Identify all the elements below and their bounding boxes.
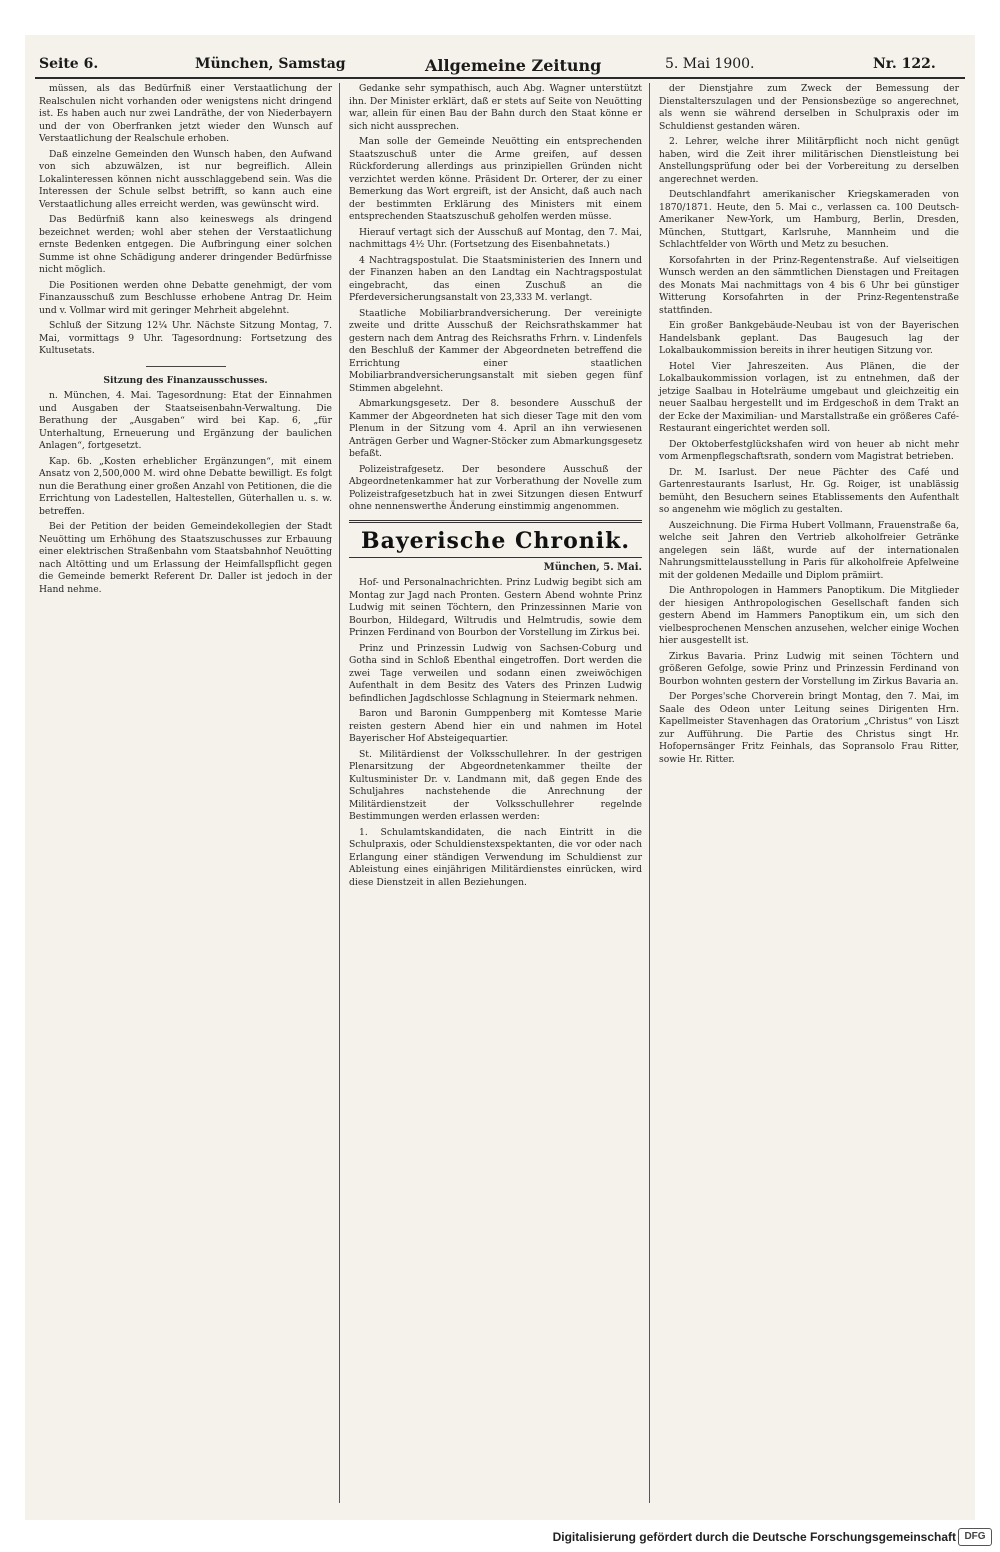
col3-paragraph: Hotel Vier Jahreszeiten. Aus Plänen, die der Lokalbaukommission vorlagen, ist zu entnehmen, daß der jetzige Saalbau in Hotelräume umgebaut und gleichzeitig ein neuer Saalbau hergestellt und im Erdgeschoß in dem Trakt an der Ecke der Maximilian- und Marstallstraße ein größeres Café-Restaurant eingerichtet werden soll. [659,360,959,434]
column-1 [33,83,338,1503]
chronik-paragraph: 1. Schulamtskandidaten, die nach Eintritt in die Schulpraxis, oder Schuldienstexspektanten, die vor oder nach Erlangung einer ständigen Verwendung im Schuldienst zur Ableistung eines einjährigen Militärdienstes einrücken, wird diese Dienstzeit in allen Beziehungen. [349,826,642,888]
col3-paragraph: Der Porges'sche Chorverein bringt Montag, den 7. Mai, im Saale des Odeon unter Leitung seines Dirigenten Hrn. Kapellmeister Stavenhagen das Oratorium „Christus“ von Liszt zur Aufführung. Die Partie des Christus singt Hr. Hofopernsänger Fritz Feinhals, das Sopransolo Frau Ritter, sowie Hr. Ritter. [659,691,959,765]
section-divider [146,366,226,367]
chronik-heading: Bayerische Chronik. [349,520,642,558]
col1-paragraph: n. München, 4. Mai. Tagesordnung: Etat der Einnahmen und Ausgaben der Staatseisenbahn-Verwaltung. Die Berathung der „Ausgaben“ wird bei Kap. 6, „für Unterhaltung, Erneuerung und Ergänzung der baulichen Anlagen“, fortgesetzt. [39,390,332,451]
chronik-paragraph: Prinz und Prinzessin Ludwig von Sachsen-Coburg und Gotha sind in Schloß Ebenthal eingetroffen. Dort werden die zwei Tage verweilen und sodann einen zweiwöchigen Aufenthalt in dem Besitz des Vaters des Prinzen Ludwig befindlichen Jagdschlosse Schlagnung in Steiermark nehmen. [349,642,642,704]
col1-paragraph: Daß einzelne Gemeinden den Wunsch haben, den Aufwand von sich abzuwälzen, ist nur begreiflich. Allein Lokalinteressen können nicht ausschlaggebend sein. Was die Interessen der Schule selbst betrifft, so kann auch eine Verstaatlichung alles erreicht werden, was gewünscht wird. [39,148,332,210]
col1-paragraph: müssen, als das Bedürfniß einer Verstaatlichung der Realschulen nicht vorhanden oder wenigstens nicht dringend ist. Es haben auch nur zwei Landräthe, der von Niederbayern und der von Oberfranken jetzt wieder den Wunsch auf Verstaatlichung der Realschule erhoben. [39,83,332,144]
chronik-dateline: München, 5. Mai. [543,561,642,573]
issue-number: Nr. 122. [873,56,936,72]
chronik-paragraph: St. Militärdienst der Volksschullehrer. In der gestrigen Plenarsitzung der Abgeordnetenkammer theilte der Kultusminister Dr. v. Landmann mit, daß gegen Ende des Schuljahres nachstehende die Anrechnung der Militärdienstzeit der Volksschullehrer regelnde Bestimmungen werden erlassen werden: [349,748,642,822]
col3-paragraph: Deutschlandfahrt amerikanischer Kriegskameraden von 1870/1871. Heute, den 5. Mai c., verlassen ca. 100 Deutsch-Amerikaner New-York, um Hamburg, Berlin, Dresden, München, Stuttgart, Karlsruhe, Mannheim und die Schlachtfelder von Wörth und Metz zu besuchen. [659,189,959,250]
col2-paragraph: Gedanke sehr sympathisch, auch Abg. Wagner unterstützt ihn. Der Minister erklärt, daß er stets auf Seite von Neuötting war, allein für einen Bau der Bahn durch den Staat könne er sich nicht aussprechen. [349,83,642,132]
digitization-footer [0,1522,1000,1552]
issue-date: 5. Mai 1900. [665,56,755,72]
dfg-logo: DFG [958,1528,992,1546]
col3-paragraph: Der Oktoberfestglückshafen wird von heuer ab nicht mehr vom Armenpflegschaftsrath, sondern vom Magistrat betrieben. [659,438,959,462]
col2-paragraph: 4 Nachtragspostulat. Die Staatsministerien des Innern und der Finanzen haben an den Landtag ein Nachtragspostulat eingebracht, das einen Zuschuß an die Pferdeversicherungsanstalt von 23,333 M. verlangt. [349,254,642,303]
col2-paragraph: Staatliche Mobiliarbrandversicherung. Der vereinigte zweite und dritte Ausschuß der Reichsrathskammer hat gestern nach dem Antrag des Reichsraths Frhrn. v. Lindenfels den Beschluß der Kammer der Abgeordneten betreffend die Errichtung einer staatlichen Mobiliarbrandversicherungsanstalt mit sieben gegen fünf Stimmen abgelehnt. [349,307,642,394]
chronik-paragraph: Hof- und Personalnachrichten. Prinz Ludwig begibt sich am Montag zur Jagd nach Pronten. Gestern Abend wohnte Prinz Ludwig mit seinen Töchtern, den Prinzessinnen Marie von Bourbon, Hildegard, Wiltrudis und Helmtrudis, sowie dem Prinzen Ferdinand von Bourbon der Vorstellung im Zirkus bei. [349,577,642,638]
col3-paragraph: Die Anthropologen in Hammers Panoptikum. Die Mitglieder der hiesigen Anthropologischen Gesellschaft fanden sich gestern Abend im Hammers Panoptikum ein, um sich den vielbesprochenen Menschen anzusehen, welcher einige Wochen hier ausgestellt ist. [659,585,959,646]
col1-paragraph: Das Bedürfniß kann also keineswegs als dringend bezeichnet werden; wohl aber stehen der Verstaatlichung ernste Bedenken entgegen. Die Aufbringung einer solchen Summe ist ohne Schädigung anderer dringender Bedürfnisse nicht möglich. [39,214,332,275]
col3-paragraph: Dr. M. Isarlust. Der neue Pächter des Café und Gartenrestaurants Isarlust, Hr. Gg. Roiger, ist unablässig bemüht, den Besuchern seines Etablissements den Aufenthalt so angenehm wie möglich zu gestalten. [659,466,959,515]
section-title: Sitzung des Finanzausschusses. [103,374,268,386]
header-rule [35,77,965,79]
column-2 [343,83,648,1503]
col2-paragraph: Polizeistrafgesetz. Der besondere Ausschuß der Abgeordnetenkammer hat zur Vorberathung der Novelle zum Polizeistrafgesetzbuch hat in zwei Sitzungen diesen Entwurf ohne nennenswerthe Änderung einstimmig angenommen. [349,463,642,512]
page-number: Seite 6. [39,56,99,72]
col2-paragraph: Abmarkungsgesetz. Der 8. besondere Ausschuß der Kammer der Abgeordneten hat sich dieser Tage mit den vom Plenum in der Sitzung vom 4. April an ihn verwiesenen Anträgen Gerber und Wagner-Stöcker zum Abmarkungsgesetz befaßt. [349,398,642,459]
column-3 [653,83,965,1503]
chronik-paragraph: Baron und Baronin Gumppenberg mit Komtesse Marie reisten gestern Abend hier ein und nahmen im Hotel Bayerischer Hof Absteigequartier. [349,708,642,744]
col3-paragraph: Korsofahrten in der Prinz-Regentenstraße. Auf vielseitigen Wunsch werden an den sämmtlichen Dienstagen und Freitagen des Monats Mai nachmittags von 4 bis 6 Uhr bei günstiger Witterung Korsofahrten in der Prinz-Regentenstraße stattfinden. [659,254,959,316]
col1-paragraph: Bei der Petition der beiden Gemeindekollegien der Stadt Neuötting um Erhöhung des Staatszuschusses zur Erbauung einer elektrischen Straßenbahn vom Staatsbahnhof Neuötting nach Altötting und um Erlassung der Heimfallspflicht gegen die Gemeinde bemerkt Referent Dr. Daller ist jedoch in der Hand nehme. [39,521,332,595]
col3-paragraph: der Dienstjahre zum Zweck der Bemessung der Dienstalterszulagen und der Pensionsbezüge so angerechnet, als wenn sie während derselben in Schulpraxis oder im Schuldienst gestanden wären. [659,83,959,132]
masthead [25,53,975,79]
col3-paragraph: Zirkus Bavaria. Prinz Ludwig mit seinen Töchtern und größeren Gefolge, sowie Prinz und Prinzessin Ferdinand von Bourbon wohnten gestern der Vorstellung im Zirkus Bavaria an. [659,650,959,687]
city-day: München, Samstag [195,56,346,72]
col1-paragraph: Die Positionen werden ohne Debatte genehmigt, der vom Finanzausschuß zum Beschlusse erhobene Antrag Dr. Heim und v. Vollmar wird mit geringer Mehrheit abgelehnt. [39,279,332,316]
column-divider [339,83,340,1503]
newspaper-title: Allgemeine Zeitung [425,56,602,75]
col1-paragraph: Schluß der Sitzung 12¼ Uhr. Nächste Sitzung Montag, 7. Mai, vormittags 9 Uhr. Tagesordnung: Fortsetzung des Kultusetats. [39,320,332,356]
newspaper-page [25,35,975,1520]
col1-paragraph: Kap. 6b. „Kosten erheblicher Ergänzungen“, mit einem Ansatz von 2,500,000 M. wird ohne Debatte bewilligt. Es folgt nun die Berathung einer großen Anzahl von Petitionen, die die Errichtung von Ladestellen, Haltestellen, Güterhallen u. s. w. betreffen. [39,455,332,517]
col3-paragraph: Ein großer Bankgebäude-Neubau ist von der Bayerischen Handelsbank geplant. Das Baugesuch lag der Lokalbaukommission bereits in ihrer heutigen Sitzung vor. [659,320,959,356]
col2-paragraph: Man solle der Gemeinde Neuötting ein entsprechenden Staatszuschuß unter die Arme greifen, auf dessen Rückforderung allerdings aus prinzipiellen Gründen nicht verzichtet werden könne. Präsident Dr. Orterer, der zu einer Bemerkung das Wort ergreift, ist der Ansicht, daß auch nach der bestimmten Erklärung des Ministers mit einem entsprechenden Staatszuschuß geholfen werden müsse. [349,136,642,222]
col3-paragraph: 2. Lehrer, welche ihrer Militärpflicht noch nicht genügt haben, wird die Zeit ihrer militärischen Dienstleistung bei Anstellungsprüfung oder bei der Vorbereitung zu derselben angerechnet werden. [659,136,959,185]
footer-credit: Digitalisierung gefördert durch die Deutsche Forschungsgemeinschaft [552,1530,956,1544]
column-divider [649,83,650,1503]
col2-paragraph: Hierauf vertagt sich der Ausschuß auf Montag, den 7. Mai, nachmittags 4½ Uhr. (Fortsetzung des Eisenbahnetats.) [349,226,642,250]
col3-paragraph: Auszeichnung. Die Firma Hubert Vollmann, Frauenstraße 6a, welche seit Jahren den Vertrieb alkoholfreier Getränke angelegen sein läßt, wurde auf der internationalen Nahrungsmittelausstellung in Paris für alkoholfreie Apfelweine mit der goldenen Medaille und Diplom prämiirt. [659,519,959,581]
